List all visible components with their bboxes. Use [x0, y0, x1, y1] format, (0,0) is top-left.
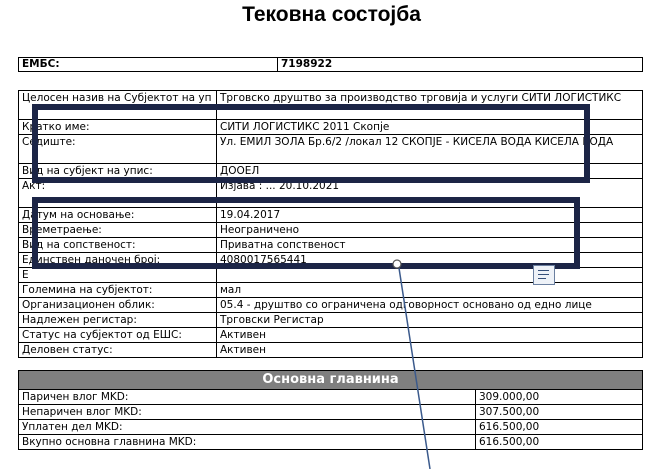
info-label: Акт: [19, 179, 217, 208]
capital-value: 616.500,00 [476, 435, 643, 450]
info-label: Седиште: [19, 135, 217, 164]
arrow-line [399, 268, 430, 469]
capital-value: 309.000,00 [476, 390, 643, 405]
info-label: Вид на сопственост: [19, 238, 217, 253]
info-value: 05.4 - друштво со ограничена одговорност основано од едно лице [217, 298, 643, 313]
info-label: Единствен даночен број: [19, 253, 217, 268]
capital-value: 616.500,00 [476, 420, 643, 435]
info-value: ДООЕЛ [217, 164, 643, 179]
info-label: Целосен назив на Субјектот на уп [19, 91, 217, 120]
embs-value: 7198922 [278, 58, 643, 72]
embs-label: ЕМБС: [19, 58, 278, 72]
info-value: 19.04.2017 [217, 208, 643, 223]
info-value: мал [217, 283, 643, 298]
info-value: 4080017565441 [217, 253, 643, 268]
info-label: Е [19, 268, 217, 283]
info-label: Датум на основање: [19, 208, 217, 223]
info-label: Кратко име: [19, 120, 217, 135]
info-label: Статус на субјектот од ЕШС: [19, 328, 217, 343]
info-value: Активен [217, 328, 643, 343]
info-label: Вид на субјект на упис: [19, 164, 217, 179]
info-label: Надлежен регистар: [19, 313, 217, 328]
info-label: Големина на субјектот: [19, 283, 217, 298]
capital-heading: Основна главнина [19, 371, 643, 390]
info-value: Трговско друштво за производство трговија и услуги СИТИ ЛОГИСТИКС [217, 91, 643, 120]
capital-value: 307.500,00 [476, 405, 643, 420]
info-value: Неограничено [217, 223, 643, 238]
info-value: Ул. ЕМИЛ ЗОЛА Бр.6/2 /локал 12 СКОПЈЕ - КИСЕЛА ВОДА КИСЕЛА ВОДА [217, 135, 643, 164]
capital-label: Паричен влог MKD: [19, 390, 476, 405]
capital-label: Уплатен дел MKD: [19, 420, 476, 435]
info-value: СИТИ ЛОГИСТИКС 2011 Скопје [217, 120, 643, 135]
info-value: Приватна сопственост [217, 238, 643, 253]
capital-label: Вкупно основна главнина MKD: [19, 435, 476, 450]
arrow-handle[interactable] [393, 260, 401, 268]
page-title: Тековна состојба [242, 3, 421, 26]
capital-label: Непаричен влог MKD: [19, 405, 476, 420]
info-label: Организационен облик: [19, 298, 217, 313]
info-value: Изјава : ... 20.10.2021 [217, 179, 643, 208]
info-value: Активен [217, 343, 643, 358]
info-label: Времетраење: [19, 223, 217, 238]
info-value: Трговски Регистар [217, 313, 643, 328]
info-label: Деловен статус: [19, 343, 217, 358]
